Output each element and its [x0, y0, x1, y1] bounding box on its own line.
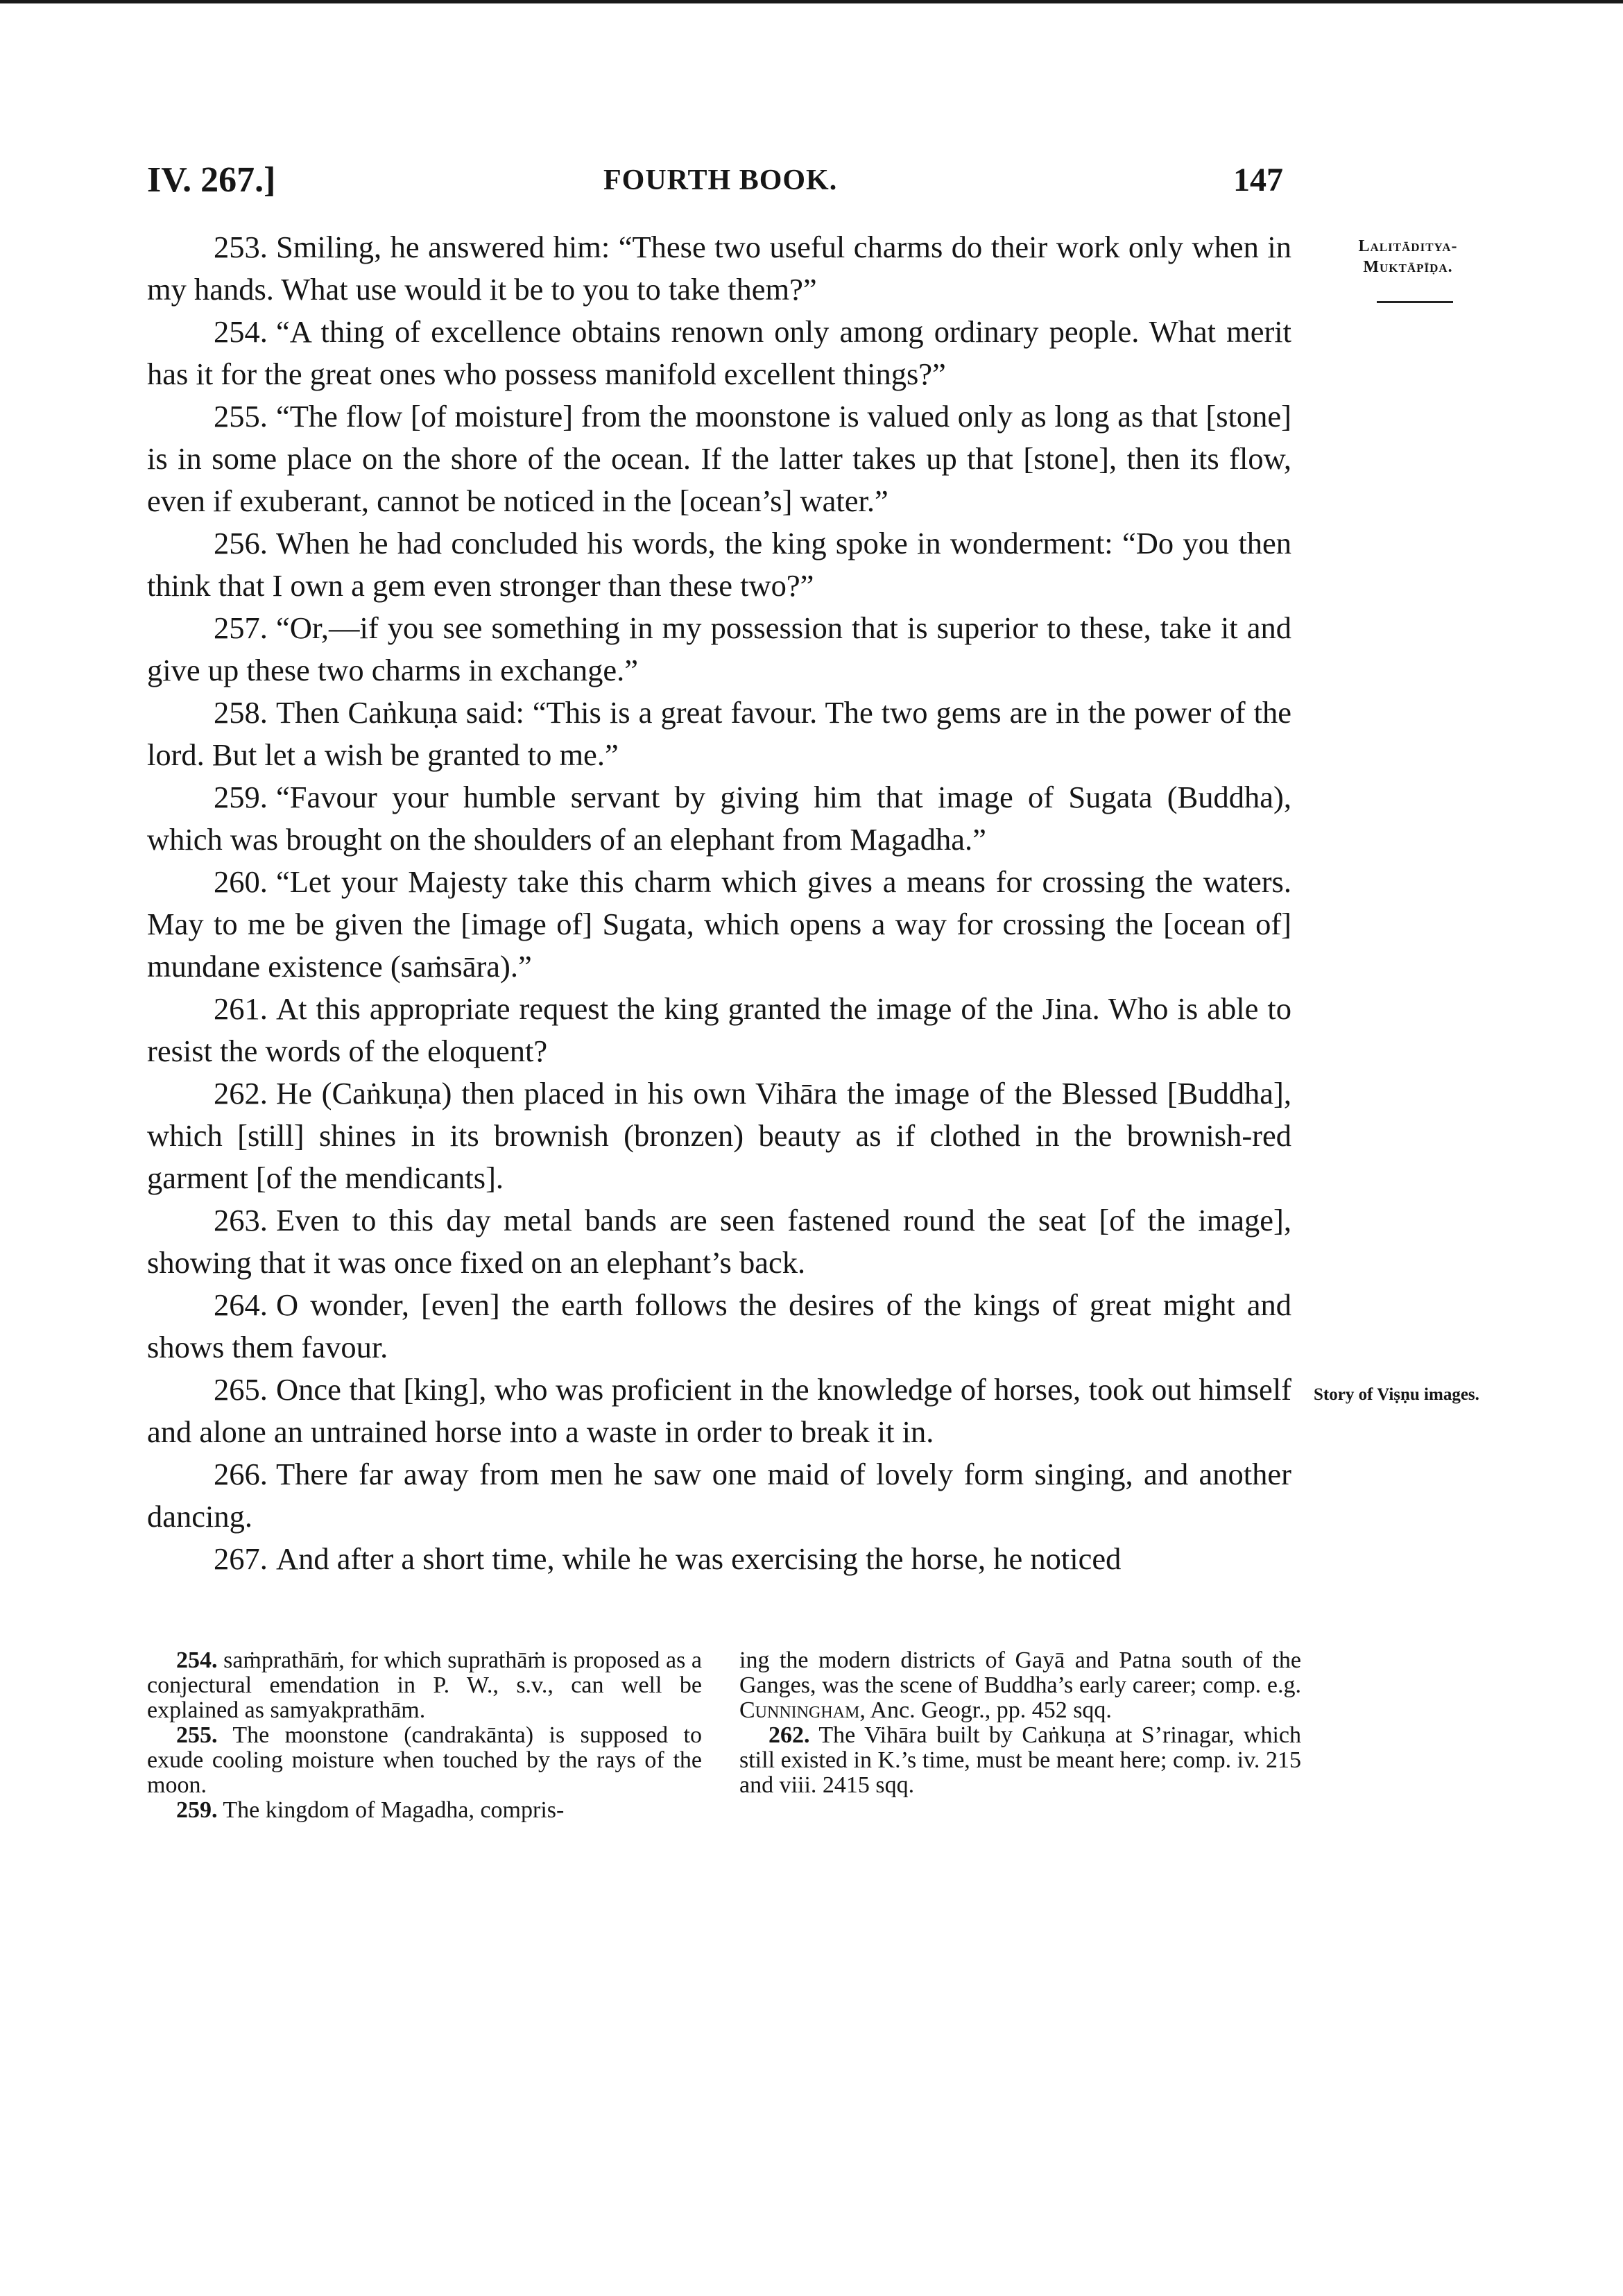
- verse: [147, 1072, 1291, 1199]
- top-border: [0, 0, 1623, 3]
- margin-note-line: Muktāpīḍa.: [1363, 258, 1453, 276]
- verse-number: 261.: [214, 991, 268, 1026]
- verse-text: O wonder, [even] the earth follows the desires of the kings of great might and shows them favour.: [147, 1287, 1291, 1364]
- main-text: [147, 226, 1291, 1580]
- author-name: Cunningham: [739, 1697, 860, 1723]
- verse-number: 264.: [214, 1287, 268, 1322]
- verse: [147, 1453, 1291, 1538]
- verse-number: 253.: [214, 230, 268, 264]
- verse-number: 255.: [214, 399, 268, 434]
- verse: [147, 1369, 1291, 1453]
- verse: [147, 1199, 1291, 1284]
- verse-text: Once that [king], who was proficient in the knowledge of horses, took out himself and alone an untrained horse into a waste in order to break it in.: [147, 1372, 1291, 1449]
- footnote-number: 262.: [768, 1722, 810, 1748]
- verse: [147, 395, 1291, 522]
- margin-note-line: Lalitāditya-: [1358, 237, 1458, 255]
- footnote-259: [147, 1798, 702, 1823]
- verse-number: 258.: [214, 695, 268, 730]
- footnote-reference: , Anc. Geogr., pp. 452 sqq.: [859, 1697, 1112, 1723]
- page-number: 147: [1233, 162, 1283, 198]
- footnote-text: The Vihāra built by Caṅkuṇa at S’rinagar, which still existed in K.’s time, must be meant here; comp. iv. 215 and viii. 2415 sqq.: [739, 1722, 1301, 1798]
- verse: [147, 1284, 1291, 1369]
- margin-note-lalitaditya: [1325, 236, 1491, 277]
- footnote-number: 255.: [176, 1722, 218, 1748]
- footnote-number: 259.: [176, 1797, 218, 1823]
- verse-number: 262.: [214, 1076, 268, 1111]
- verse-text: At this appropriate request the king granted the image of the Jina. Who is able to resist the words of the eloquent?: [147, 991, 1291, 1068]
- verse-number: 267.: [214, 1541, 268, 1576]
- verse-text: There far away from men he saw one maid of lovely form singing, and another dancing.: [147, 1457, 1291, 1534]
- verse: [147, 311, 1291, 395]
- footnote-262: [739, 1723, 1301, 1798]
- verse-number: 265.: [214, 1372, 268, 1407]
- footnotes-left-column: [147, 1648, 702, 1823]
- verse-text: “Favour your humble servant by giving him that image of Sugata (Buddha), which was brought on the shoulders of an elephant from Magadha.”: [147, 780, 1291, 857]
- verse: [147, 226, 1291, 311]
- verse: [147, 692, 1291, 776]
- margin-note-rule: [1377, 301, 1453, 303]
- verse-number: 256.: [214, 526, 268, 560]
- footnote-text: saṁprathāṁ, for which suprathāṁ is proposed as a conjectural emendation in P. W., s.v., can well be explained as samyakprathām.: [147, 1647, 702, 1723]
- margin-note-vishnu-images: Story of Viṣṇu images.: [1314, 1385, 1479, 1404]
- verse-number: 259.: [214, 780, 268, 814]
- verse: [147, 522, 1291, 607]
- footnotes-right-column: [739, 1648, 1301, 1798]
- footnote-254: [147, 1648, 702, 1723]
- footnote-text: The kingdom of Magadha, compris-: [223, 1797, 565, 1823]
- verse: [147, 988, 1291, 1072]
- verse-text: And after a short time, while he was exercising the horse, he noticed: [276, 1541, 1122, 1576]
- verse-number: 260.: [214, 864, 268, 899]
- verse-text: “The flow [of moisture] from the moonstone is valued only as long as that [stone] is in some place on the shore of the ocean. If the latter takes up that [stone], then its flow, even if exuberant, cannot be noticed in the [ocean’s] water.”: [147, 399, 1291, 518]
- verse-text: “Or,—if you see something in my possession that is superior to these, take it and give up these two charms in exchange.”: [147, 610, 1291, 687]
- verse: [147, 776, 1291, 861]
- verse: [147, 861, 1291, 988]
- verse-text: “A thing of excellence obtains renown only among ordinary people. What merit has it for the great ones who possess manifold excellent things?”: [147, 314, 1291, 391]
- verse-text: Even to this day metal bands are seen fastened round the seat [of the image], showing that it was once fixed on an elephant’s back.: [147, 1203, 1291, 1280]
- footnote-text: ing the modern districts of Gayā and Patna south of the Ganges, was the scene of Buddha’s early career; comp. e.g.: [739, 1647, 1301, 1698]
- verse-number: 266.: [214, 1457, 268, 1491]
- footnote-255: [147, 1723, 702, 1798]
- verse-number: 254.: [214, 314, 268, 349]
- footnote-259-continued: [739, 1648, 1301, 1723]
- verse-text: Smiling, he answered him: “These two useful charms do their work only when in my hands. What use would it be to you to take them?”: [147, 230, 1291, 307]
- verse-number: 263.: [214, 1203, 268, 1237]
- verse-text: He (Caṅkuṇa) then placed in his own Vihāra the image of the Blessed [Buddha], which [still] shines in its brownish (bronzen) beauty as if clothed in the brownish-red garment [of the mendicants].: [147, 1076, 1291, 1195]
- verse: [147, 1538, 1291, 1580]
- verse-text: When he had concluded his words, the king spoke in wonderment: “Do you then think that I own a gem even stronger than these two?”: [147, 526, 1291, 603]
- footnote-text: The moonstone (candrakānta) is supposed to exude cooling moisture when touched by the rays of the moon.: [147, 1722, 703, 1798]
- verse: [147, 607, 1291, 692]
- verse-number: 257.: [214, 610, 268, 645]
- running-title: FOURTH BOOK.: [603, 164, 838, 196]
- footnote-number: 254.: [176, 1647, 218, 1673]
- section-reference: IV. 267.]: [147, 160, 276, 200]
- verse-text: “Let your Majesty take this charm which gives a means for crossing the waters. May to me be given the [image of] Sugata, which opens a way for crossing the [ocean of] mundane existence (saṁsāra).”: [147, 864, 1291, 984]
- verse-text: Then Caṅkuṇa said: “This is a great favour. The two gems are in the power of the lord. But let a wish be granted to me.”: [147, 695, 1291, 772]
